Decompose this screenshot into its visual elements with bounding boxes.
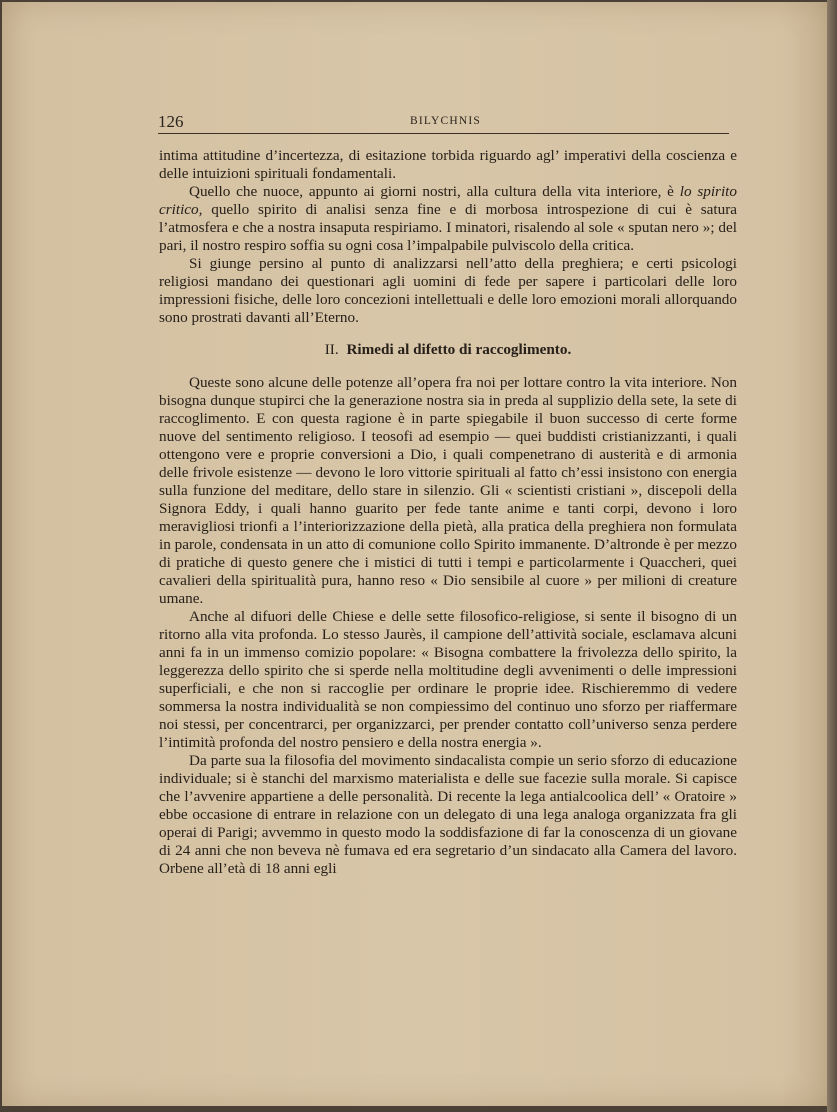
paragraph-text: Quello che nuoce, appunto ai giorni nostri, alla cultura della vita interiore, è (189, 183, 680, 200)
body-text (159, 147, 737, 878)
section-number: II. (324, 341, 339, 358)
paragraph-text: quello spirito di analisi senza fine e di morbosa introspezione di cui è satura l’atmosfera e che a nostra insaputa respiriamo. I minatori, risalendo al sole « sputan nero »; del pari, il nostro respiro soffia su ogni cosa l’impalpabile pulviscolo della critica. (159, 201, 737, 254)
book-page (2, 2, 830, 1106)
page-header (158, 112, 729, 134)
header-rule (158, 133, 729, 134)
paragraph-spirito-critico (159, 183, 737, 255)
paragraph-continuation: intima attitudine d’incertezza, di esitazione torbida riguardo agl’ imperativi della coscienza e delle intuizioni spirituali fondamentali. (159, 147, 737, 182)
book-edge (827, 0, 837, 1112)
page-number: 126 (158, 112, 184, 131)
running-title: BILYCHNIS (410, 115, 481, 127)
paragraph-preghiera: Si giunge persino al punto di analizzarsi nell’atto della preghiera; e certi psicologi religiosi mandano dei questionari agli uomini di fede per sapere i particolari delle loro impressioni fisiche, delle loro concezioni intellettuali e delle loro emozioni morali allorquando sono prostrati davanti all’Eterno. (159, 255, 737, 326)
section-title: Rimedi al difetto di raccoglimento. (346, 341, 572, 358)
section-heading (159, 341, 737, 359)
paragraph-potenze: Queste sono alcune delle potenze all’opera fra noi per lottare contro la vita interiore. Non bisogna dunque stupirci che la generazione nostra sia in preda al supplizio della sete, la sete di raccoglimento. E con questa ragione è in parte spiegabile il buon successo di certe forme nuove del sentimento religioso. I teosofi ad esempio — quei buddisti cristianizzanti, i quali ottengono vere e proprie conversioni a Dio, i quali compenetrano di austerità e di armonia delle frivole esistenze — devono le loro vittorie spirituali al fatto ch’essi insistono con energia sulla funzione del meditare, dello stare in silenzio. Gli « scientisti cristiani », discepoli della Signora Eddy, i quali hanno guarito per fede tante anime e tanti corpi, devono i loro meravigliosi trionfi a l’interiorizzazione della pietà, alla pratica della preghiera non formulata in parole, condensata in un atto di comunione collo Spirito immanente. D’altronde è per mezzo di pratiche di questo genere che i mistici di tutti i tempi e particolarmente i Quaccheri, quei cavalieri della spiritualità pura, hanno reso « Dio sensibile al cuore » per milioni di creature umane. (159, 374, 737, 607)
italic-phrase: lo spirito critico, (159, 183, 737, 218)
paragraph-jaures: Anche al difuori delle Chiese e delle sette filosofico-religiose, si sente il bisogno di un ritorno alla vita profonda. Lo stesso Jaurès, il campione dell’attività sociale, esclamava alcuni anni fa in un immenso comizio popolare: « Bisogna combattere la frivolezza dello spirito, la leggerezza dello spirito che si sperde nella moltitudine degli avvenimenti o delle impressioni superficiali, e che non si raccoglie per ordinare le proprie idee. Rischieremmo di vedere sommersa la nostra individualità se non compiessimo del continuo uno sforzo per riaffermare noi stessi, per concentrarci, per organizzarci, per prender contatto coll’universo senza perdere l’intimità profonda del nostro pensiero e della nostra energia ». (159, 608, 737, 751)
paragraph-sindacalista: Da parte sua la filosofia del movimento sindacalista compie un serio sforzo di educazione individuale; si è stanchi del marxismo materialista e delle sue facezie sulla morale. Si capisce che l’avvenire appartiene a delle personalità. Di recente la lega antialcoolica dell’ « Oratoire » ebbe occasione di entrare in relazione con un delegato di una lega analoga organizzata fra gli operai di Parigi; avvemmo in questo modo la soddisfazione di far la conoscenza di un giovane di 24 anni che non beveva nè fumava ed era segretario d’un sindacato alla Camera del lavoro. Orbene all’età di 18 anni egli (159, 752, 737, 877)
